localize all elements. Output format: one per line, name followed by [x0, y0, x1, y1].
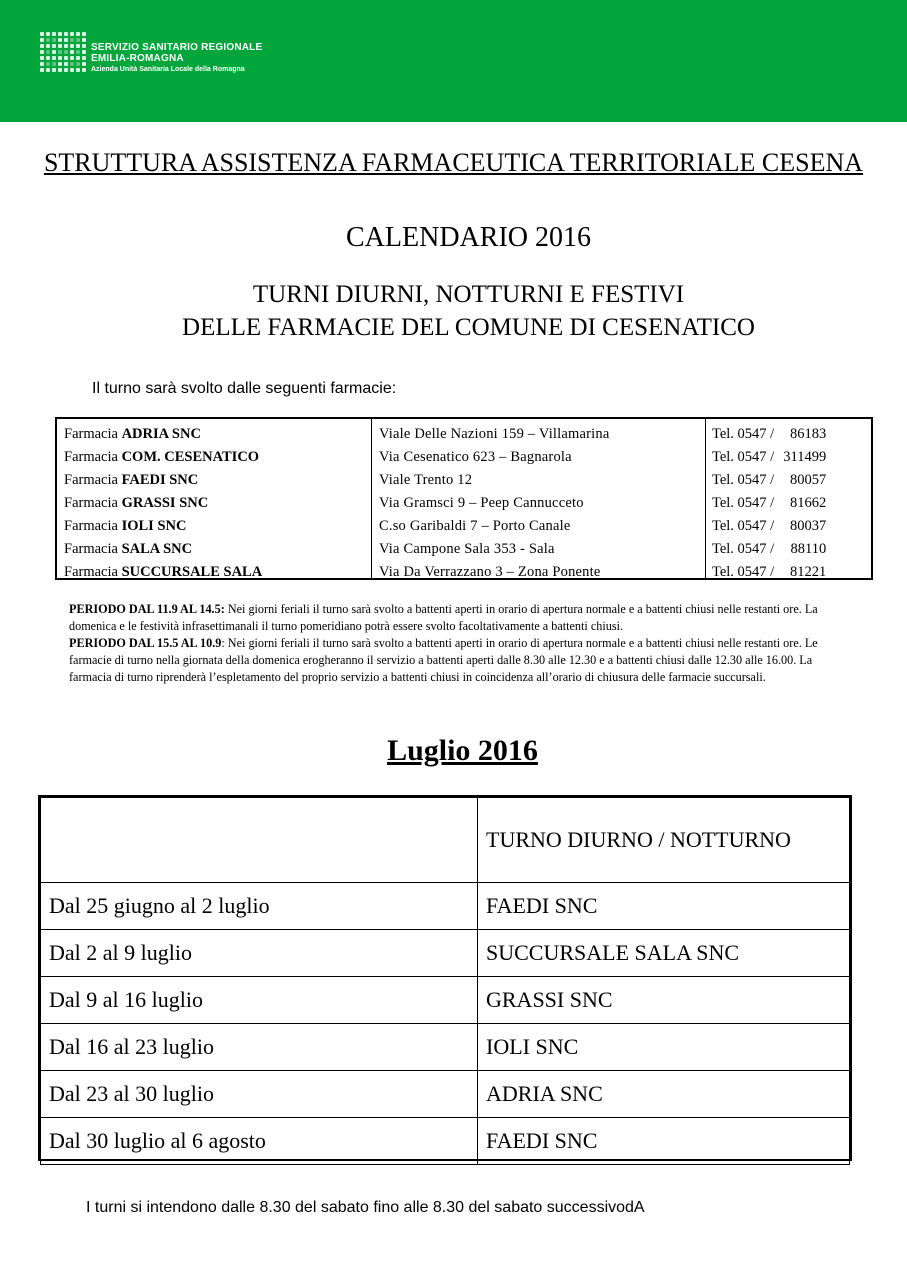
calendar-title: CALENDARIO 2016 — [346, 222, 591, 253]
table-row — [41, 883, 850, 930]
logo-dot — [58, 38, 62, 42]
table-row — [41, 1071, 850, 1118]
pharmacy-address: Via Campone Sala 353 - Sala — [379, 541, 555, 557]
pharmacy-cell: SUCCURSALE SALA SNC — [478, 930, 850, 977]
logo-dot — [58, 68, 62, 72]
pharmacy-address: Viale Trento 12 — [379, 472, 473, 488]
table-row — [41, 930, 850, 977]
table-header-row — [41, 798, 850, 883]
logo-dot — [70, 56, 74, 60]
period-1-text: Nei giorni feriali il turno sarà svolto a battenti aperti in orario di apertura normale e a battenti chiusi nelle restanti ore. La domenica e le festività infrasettimanali il turno pomeridiano potrà essere svolto facoltativamente a battenti chiusi. — [69, 602, 818, 633]
logo-line-1: SERVIZIO SANITARIO REGIONALE — [91, 42, 263, 53]
logo-dot — [40, 38, 44, 42]
logo-dot — [76, 56, 80, 60]
logo-dot — [76, 62, 80, 66]
pharmacy-address: C.so Garibaldi 7 – Porto Canale — [379, 518, 571, 534]
pharmacy-phone-column — [706, 419, 871, 578]
logo-dot — [64, 68, 68, 72]
logo-dot — [64, 38, 68, 42]
pharmacy-phone: Tel. 0547 / 88110 — [712, 541, 827, 557]
logo-dot — [76, 38, 80, 42]
logo-dot — [52, 56, 56, 60]
period-cell: Dal 2 al 9 luglio — [41, 930, 478, 977]
pharmacy-address: Viale Delle Nazioni 159 – Villamarina — [379, 426, 610, 442]
logo-text — [91, 42, 262, 75]
header-cell-period — [41, 798, 478, 883]
period-cell: Dal 9 al 16 luglio — [41, 977, 478, 1024]
month-title: Luglio 2016 — [387, 734, 538, 767]
logo-dot — [82, 44, 86, 48]
pharmacy-phone: Tel. 0547 / 86183 — [712, 426, 827, 442]
logo-dot — [70, 68, 74, 72]
logo-dot — [58, 32, 62, 36]
period-2-label: PERIODO DAL 15.5 AL 10.9 — [69, 636, 222, 650]
logo-dot — [52, 38, 56, 42]
pharmacy-address: Via Gramsci 9 – Peep Cannucceto — [379, 495, 584, 511]
logo-dot — [70, 32, 74, 36]
pharmacy-address: Via Cesenatico 623 – Bagnarola — [379, 449, 572, 465]
schedule-table — [38, 795, 852, 1161]
logo-dot — [46, 50, 50, 54]
subtitle — [0, 278, 907, 344]
pharmacy-names-column — [57, 419, 372, 578]
logo-dot — [46, 32, 50, 36]
logo-line-3: Azienda Unità Sanitaria Locale della Romagna — [91, 66, 245, 73]
logo-dot — [64, 62, 68, 66]
logo-dot — [52, 62, 56, 66]
table-row — [41, 1024, 850, 1071]
logo-dot — [82, 50, 86, 54]
pharmacy-cell: FAEDI SNC — [478, 1118, 850, 1165]
logo-dot — [82, 62, 86, 66]
period-cell: Dal 23 al 30 luglio — [41, 1071, 478, 1118]
logo-dot — [70, 44, 74, 48]
pharmacy-table — [55, 417, 873, 580]
subtitle-line-2: DELLE FARMACIE DEL COMUNE DI CESENATICO — [182, 314, 755, 341]
logo-dot — [64, 44, 68, 48]
footer-note: I turni si intendono dalle 8.30 del sabato fino alle 8.30 del sabato successivodA — [86, 1199, 645, 1216]
logo-dot — [40, 68, 44, 72]
logo-dot — [82, 56, 86, 60]
logo-dot — [52, 68, 56, 72]
logo-dot — [46, 38, 50, 42]
logo-dot — [70, 62, 74, 66]
table-row — [41, 977, 850, 1024]
logo-dot — [64, 32, 68, 36]
logo-dot — [40, 62, 44, 66]
logo-dot — [46, 56, 50, 60]
logo-dot — [58, 44, 62, 48]
table-row — [41, 1118, 850, 1165]
pharmacy-name: Farmacia ADRIA SNC — [64, 426, 201, 442]
pharmacy-name: Farmacia FAEDI SNC — [64, 472, 199, 488]
logo-line-2: EMILIA-ROMAGNA — [91, 53, 184, 64]
pharmacy-cell: IOLI SNC — [478, 1024, 850, 1071]
subtitle-line-1: TURNI DIURNI, NOTTURNI E FESTIVI — [252, 281, 685, 308]
period-notes — [69, 601, 849, 686]
pharmacy-phone: Tel. 0547 / 81662 — [712, 495, 827, 511]
logo-dot — [82, 32, 86, 36]
period-2-text: : Nei giorni feriali il turno sarà svolto a battenti aperti in orario di apertura normale e a battenti chiusi nelle restanti ore. Le farmacie di turno nella giornata della domenica erogheranno il servizio a battenti aperti dalle 8.30 alle 12.30 e a battenti chiusi dalle 12.30 alle 16.00. La farmacia di turno riprenderà l’espletamento del proprio servizio a battenti chiusi in coincidenza all’orario di chiusura delle farmacie succursali. — [69, 636, 818, 684]
logo-dot — [52, 50, 56, 54]
logo-dot — [76, 44, 80, 48]
logo-dot — [46, 68, 50, 72]
logo-dot — [76, 50, 80, 54]
logo-dot — [52, 44, 56, 48]
logo-dot — [70, 38, 74, 42]
pharmacy-phone: Tel. 0547 / 80037 — [712, 518, 827, 534]
logo-dot — [46, 62, 50, 66]
pharmacy-cell: FAEDI SNC — [478, 883, 850, 930]
pharmacy-cell: GRASSI SNC — [478, 977, 850, 1024]
logo-dot — [58, 62, 62, 66]
logo-dot — [40, 50, 44, 54]
document-title: STRUTTURA ASSISTENZA FARMACEUTICA TERRITORIALE CESENA — [43, 148, 864, 177]
pharmacy-name: Farmacia SUCCURSALE SALA — [64, 564, 263, 580]
logo-dot — [82, 38, 86, 42]
pharmacy-name: Farmacia SALA SNC — [64, 541, 193, 557]
logo-dot — [52, 32, 56, 36]
intro-text: Il turno sarà svolto dalle seguenti farmacie: — [92, 380, 397, 397]
logo-icon — [40, 32, 86, 76]
logo-dot — [58, 50, 62, 54]
pharmacy-cell: ADRIA SNC — [478, 1071, 850, 1118]
pharmacy-name: Farmacia GRASSI SNC — [64, 495, 209, 511]
logo-dot — [46, 44, 50, 48]
period-cell: Dal 25 giugno al 2 luglio — [41, 883, 478, 930]
pharmacy-phone: Tel. 0547 / 80057 — [712, 472, 827, 488]
logo-dot — [70, 50, 74, 54]
pharmacy-name: Farmacia COM. CESENATICO — [64, 449, 260, 465]
pharmacy-address-column — [372, 419, 706, 578]
period-1-label: PERIODO DAL 11.9 AL 14.5: — [69, 602, 225, 616]
logo-dot — [58, 56, 62, 60]
pharmacy-phone: Tel. 0547 / 81221 — [712, 564, 827, 580]
logo-dot — [76, 68, 80, 72]
pharmacy-address: Via Da Verrazzano 3 – Zona Ponente — [379, 564, 601, 580]
period-cell: Dal 30 luglio al 6 agosto — [41, 1118, 478, 1165]
period-cell: Dal 16 al 23 luglio — [41, 1024, 478, 1071]
pharmacy-phone: Tel. 0547 / 311499 — [712, 449, 827, 465]
header-banner — [0, 0, 907, 122]
logo-dot — [64, 56, 68, 60]
logo-dot — [82, 68, 86, 72]
logo-dot — [40, 32, 44, 36]
logo-dot — [76, 32, 80, 36]
logo-dot — [64, 50, 68, 54]
logo-dot — [40, 44, 44, 48]
logo-dot — [40, 56, 44, 60]
pharmacy-name: Farmacia IOLI SNC — [64, 518, 187, 534]
header-cell-turn: TURNO DIURNO / NOTTURNO — [478, 798, 850, 883]
